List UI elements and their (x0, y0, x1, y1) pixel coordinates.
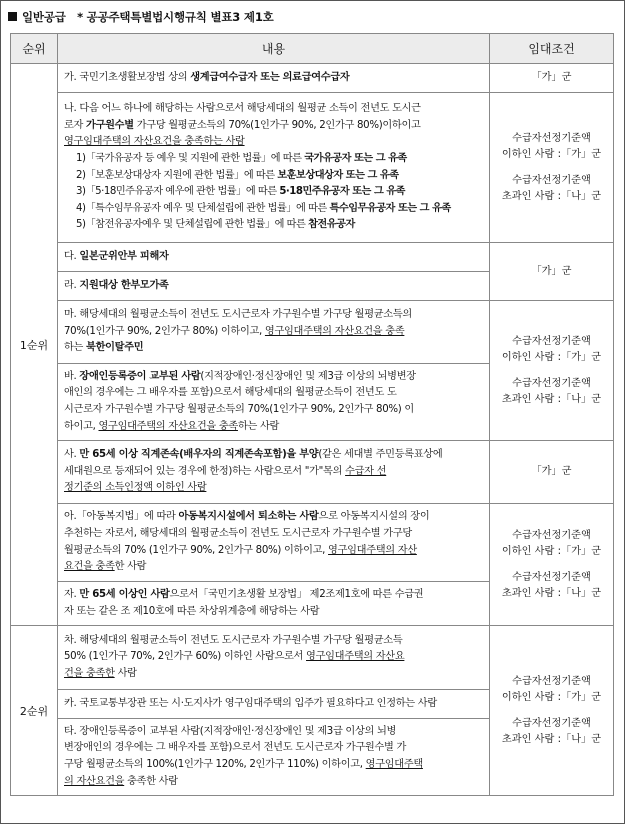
heading-source: * 공공주택특별법시행규칙 별표3 제1호 (77, 10, 274, 24)
row-da: 다. 일본군위안부 피해자 (58, 243, 490, 272)
table-row (11, 626, 614, 690)
table-row (11, 93, 614, 243)
list-item: 4)「특수임무유공자 예우 및 단체설립에 관한 법률」에 따른 특수임무유공자 또는 그 유족 (76, 202, 451, 214)
condition-cha-ka-ta: 수급자선정기준액 이하인 사람 :「가」군 수급자선정기준액 초과인 사람 :「나」군 (490, 626, 614, 796)
condition-da-ra: 「가」군 (490, 243, 614, 301)
table-header-row (11, 34, 614, 64)
list-item: 5)「참전유공자예우 및 단체설립에 관한 법률」에 따른 참전유공자 (76, 219, 355, 231)
condition-a-ja: 수급자선정기준액 이하인 사람 :「가」군 수급자선정기준액 초과인 사람 :「나」군 (490, 504, 614, 626)
row-ta: 타. 장애인등록증이 교부된 사람(지적장애인·정신장애인 및 제3급 이상의 뇌병 변장애인의 경우에는 그 배우자를 포함)으로서 전년도 도시근로자 가구원수별 가 구당 월평균소득의 100%(1인가구 120%, 2인가구 110%) 이하이고, 영구임대주택 의 자산요건을 충족한 사람 (58, 719, 490, 796)
row-ga: 가. 국민기초생활보장법 상의 생계급여수급자 또는 의료급여수급자 (58, 64, 490, 93)
header-content: 내용 (58, 34, 490, 64)
row-ka: 카. 국토교통부장관 또는 시·도지사가 영구임대주택의 입주가 필요하다고 인정하는 사람 (58, 690, 490, 719)
condition-ga: 「가」군 (490, 64, 614, 93)
condition-ma-ba: 수급자선정기준액 이하인 사람 :「가」군 수급자선정기준액 초과인 사람 :「나」군 (490, 301, 614, 441)
table-row (11, 301, 614, 364)
table-row (11, 64, 614, 93)
header-condition: 임대조건 (490, 34, 614, 64)
table-row (11, 441, 614, 504)
row-ba: 바. 장애인등록증이 교부된 사람(지적장애인·정신장애인 및 제3급 이상의 뇌병변장 애인의 경우에는 그 배우자를 포함)으로서 해당세대의 월평균소득이 전년도 도 시근로자 가구원수별 가구당 월평균소득의 70%(1인가구 90%, 2인가구 80%) 이 하이고, 영구임대주택의 자산요건을 충족하는 사람 (58, 364, 490, 441)
condition-na: 수급자선정기준액 이하인 사람 :「가」군 수급자선정기준액 초과인 사람 :「나」군 (490, 93, 614, 243)
header-rank: 순위 (11, 34, 58, 64)
row-ma: 마. 해당세대의 월평균소득이 전년도 도시근로자 가구원수별 가구당 월평균소득의 70%(1인가구 90%, 2인가구 80%) 이하이고, 영구임대주택의 자산요건을 충족 하는 북한이탈주민 (58, 301, 490, 364)
row-na: 나. 다음 어느 하나에 해당하는 사람으로서 해당세대의 월평균 소득이 전년도 도시근 로자 가구원수별 가구당 월평균소득의 70%(1인가구 90%, 2인가구 80%)이하이고 영구임대주택의 자산요건을 충족하는 사람 1)「국가유공자 등 예우 및 지원에 관한 법률」에 따른 국가유공자 또는 그 유족 2)「보훈보상대상자 지원에 관한 법률」에 따른 보훈보상대상자 또는 그 유족 3)「5·18민주유공자 예우에 관한 법률」에 따른 5·18민주유공자 또는 그 유족 4)「특수임무유공자 예우 및 단체설립에 관한 법률」에 따른 특수임무유공자 또는 그 유족 5)「참전유공자예우 및 단체설립에 관한 법률」에 따른 참전유공자 (58, 93, 490, 243)
row-a: 아.「아동복지법」에 따라 아동복지시설에서 퇴소하는 사람으로 아동복지시설의 장이 추천하는 자로서, 해당세대의 월평균소득이 전년도 도시근로자 가구원수별 가구당 월평균소득의 70% (1인가구 90%, 2인가구 80%) 이하이고, 영구임대주택의 자산 요건을 충족한 사람 (58, 504, 490, 582)
row-sa: 사. 만 65세 이상 직계존속(배우자의 직계존속포함)을 부양(같은 세대별 주민등록표상에 세대원으로 등재되어 있는 경우에 한정)하는 사람으로서 "가"목의 수급자 선 정기준의 소득인정액 이하인 사람 (58, 441, 490, 504)
eligibility-table (10, 33, 614, 796)
section-heading (8, 9, 274, 25)
row-ja: 자. 만 65세 이상인 사람으로서「국민기초생활 보장법」 제2조제1호에 따른 수급권 자 또는 같은 조 제10호에 따른 차상위계층에 해당하는 사람 (58, 582, 490, 626)
heading-category: 일반공급 (22, 10, 66, 24)
list-item: 2)「보훈보상대상자 지원에 관한 법률」에 따른 보훈보상대상자 또는 그 유족 (76, 169, 399, 181)
row-ra: 라. 지원대상 한부모가족 (58, 272, 490, 301)
table-row (11, 504, 614, 582)
row-cha: 차. 해당세대의 월평균소득이 전년도 도시근로자 가구원수별 가구당 월평균소득 50% (1인가구 70%, 2인가구 60%) 이하인 사람으로서 영구임대주택의 자산요 건을 충족한 사람 (58, 626, 490, 690)
square-bullet-icon (8, 12, 17, 21)
rank-1: 1순위 (11, 64, 58, 626)
table-row (11, 243, 614, 272)
rank-2: 2순위 (11, 626, 58, 796)
list-item: 3)「5·18민주유공자 예우에 관한 법률」에 따른 5·18민주유공자 또는 그 유족 (76, 186, 406, 198)
condition-sa: 「가」군 (490, 441, 614, 504)
list-item: 1)「국가유공자 등 예우 및 지원에 관한 법률」에 따른 국가유공자 또는 그 유족 (76, 152, 407, 164)
